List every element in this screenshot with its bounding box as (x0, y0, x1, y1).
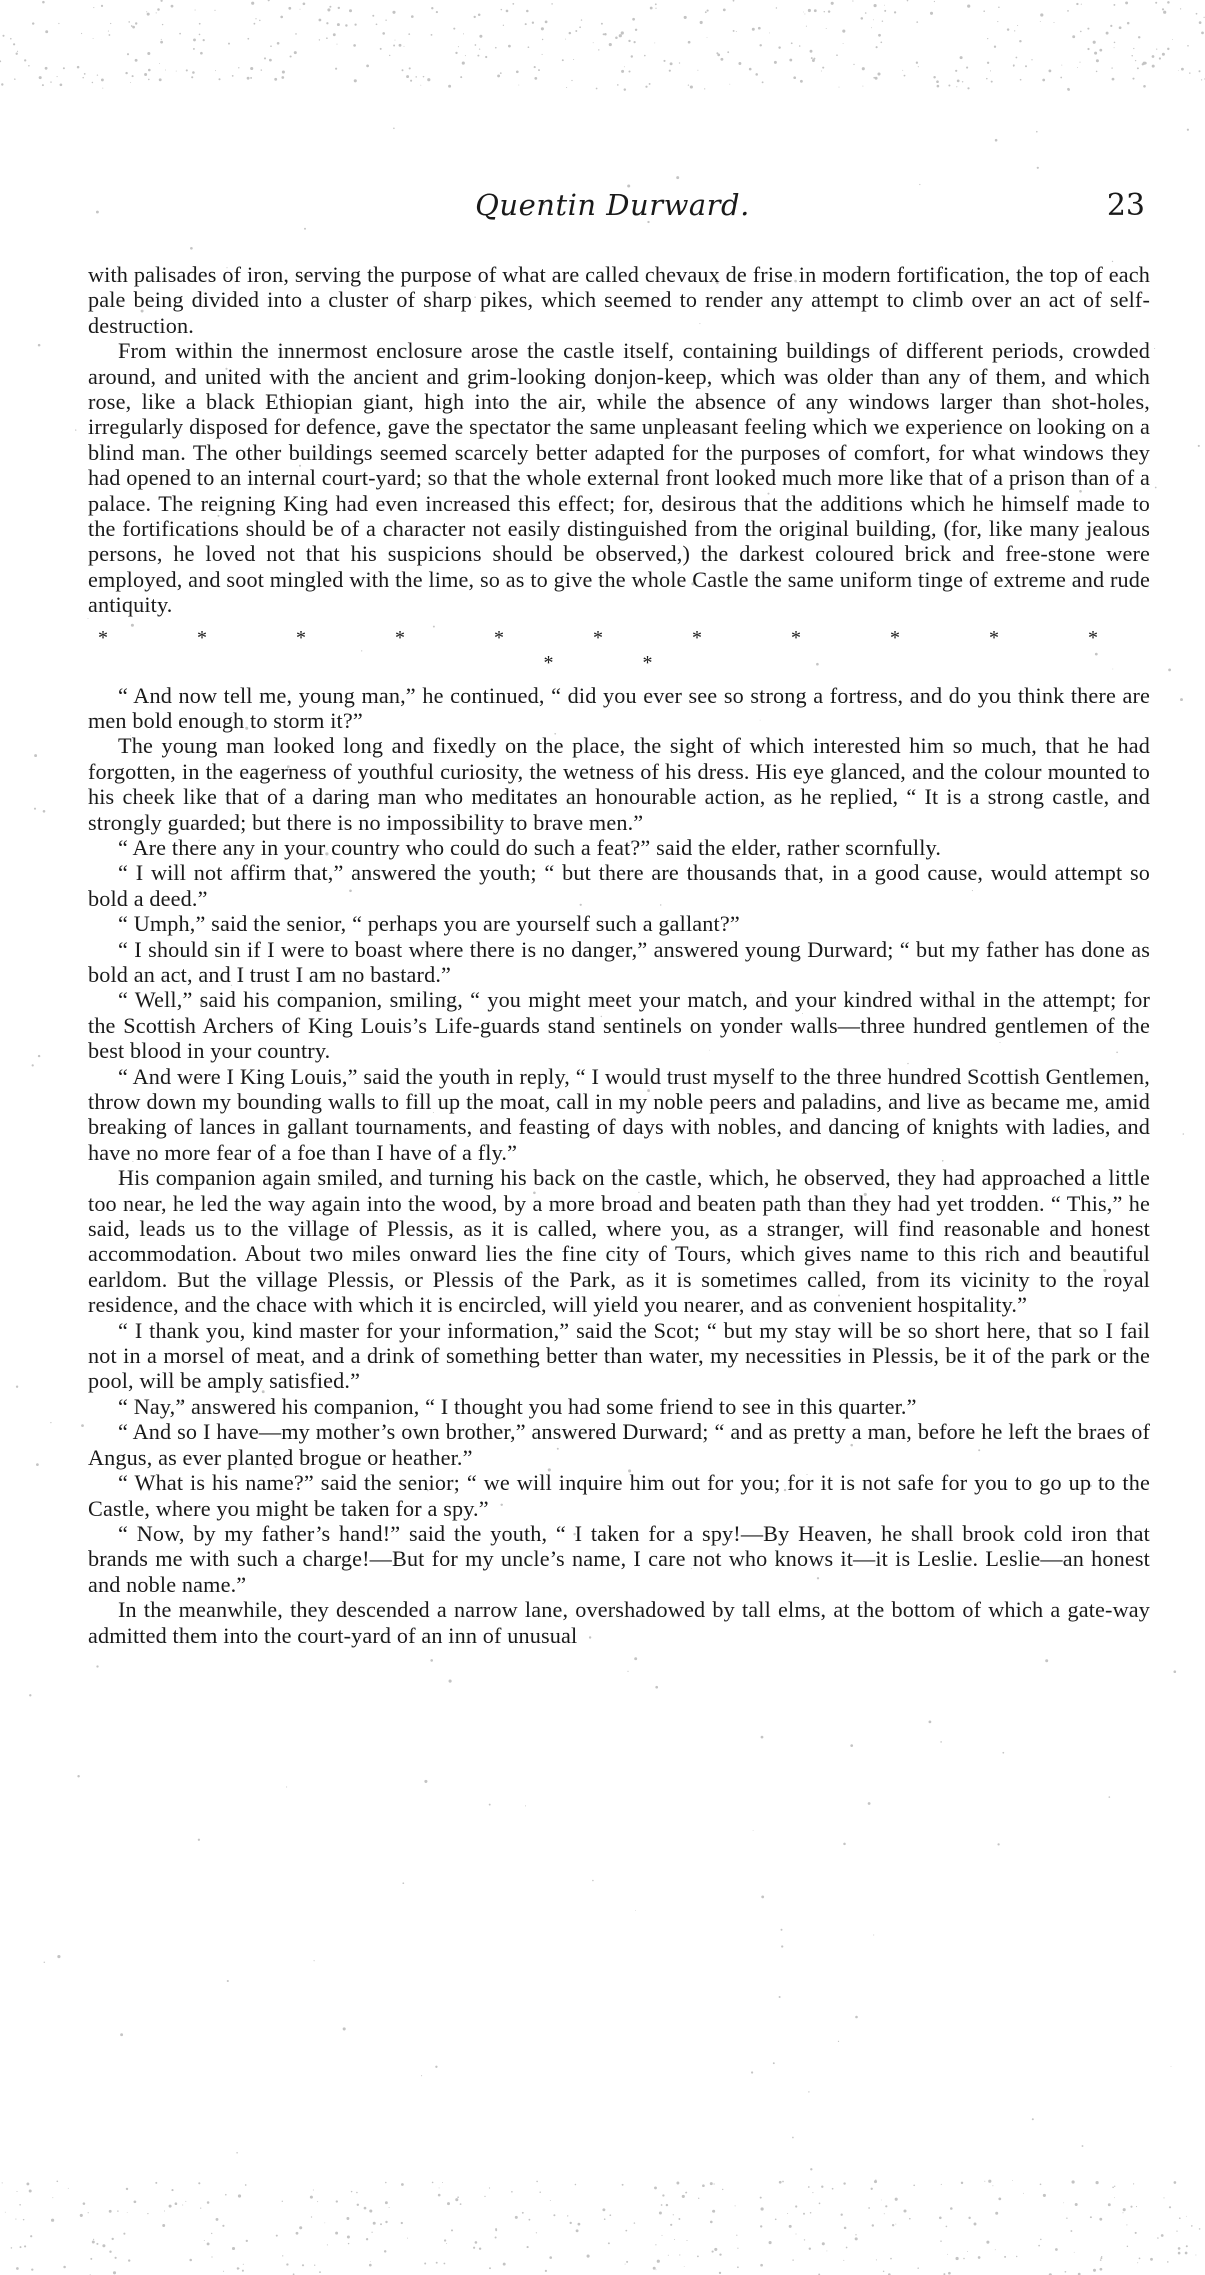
paragraph: “ Well,” said his companion, smiling, “ you might meet your match, and your kindred withal in the attempt; for the Scottish Archers of King Louis’s Life-guards stand sentinels on yonder walls—three hundred gentlemen of the best blood in your country. (88, 987, 1150, 1064)
paragraph: “ And so I have—my mother’s own brother,” answered Durward; “ and as pretty a man, before he left the braes of Angus, as ever planted brogue or heather.” (88, 1419, 1150, 1470)
paragraph: “ I should sin if I were to boast where there is no danger,” answered young Durward; “ but my father has done as bold an act, and I trust I am no bastard.” (88, 936, 1150, 987)
paragraph: “ Umph,” said the senior, “ perhaps you are yourself such a gallant?” (118, 911, 740, 937)
page-header (80, 188, 1145, 238)
paragraph: “ And were I King Louis,” said the youth in reply, “ I would trust myself to the three hundred Scottish Gentlemen, throw down my bounding walls to fill up the moat, call in my noble peers and paladins, and live as became me, amid breaking of lances in gallant tournaments, and feasting of days with nobles, and dancing of knights with ladies, and have no more fear of a foe than I have of a fly.” (88, 1063, 1150, 1165)
paragraph: “ Now, by my father’s hand!” said the youth, “ I taken for a spy!—By Heaven, he shall brook cold iron that brands me with such a charge!—But for my uncle’s name, I care not who knows it—it is Leslie. Leslie—an honest and noble name.” (88, 1520, 1150, 1597)
page-body (88, 262, 1150, 1648)
paragraph: “ Are there any in your country who could do such a feat?” said the elder, rather scornfully. (118, 834, 942, 860)
paragraph: “ Nay,” answered his companion, “ I thought you had some friend to see in this quarter.” (118, 1393, 917, 1419)
paragraph: The young man looked long and fixedly on the place, the sight of which interested him so much, that he had forgotten, in the eagerness of youthful curiosity, the wetness of his dress. His eye glanced, and the colour mounted to his cheek like that of a daring man who meditates an honourable action, as he replied, “ It is a strong castle, and strongly guarded; but there is no impossibility to brave men.” (88, 733, 1150, 835)
paragraph: “ What is his name?” said the senior; “ we will inquire him out for you; for it is not safe for you to go up to the Castle, where you might be taken for a spy.” (88, 1470, 1150, 1521)
section-break: * * * * * * * * * * * * * (98, 626, 1140, 675)
paragraph: “ And now tell me, young man,” he continued, “ did you ever see so strong a fortress, and do you think there are men bold enough to storm it?” (88, 682, 1150, 733)
paragraph: “ I thank you, kind master for your information,” said the Scot; “ but my stay will be so short here, that so I fail not in a morsel of meat, and a drink of something better than water, my necessities in Plessis, be it of the park or the pool, will be amply satisfied.” (88, 1317, 1150, 1394)
paragraph: In the meanwhile, they descended a narrow lane, overshadowed by tall elms, at the bottom of which a gate-way admitted them into the court-yard of an inn of unusual (88, 1597, 1150, 1648)
paragraph: His companion again smiled, and turning his back on the castle, which, he observed, they had approached a little too near, he led the way again into the wood, by a more broad and beaten path than they had yet trodden. “ This,” he said, leads us to the village of Plessis, as it is called, where you, as a stranger, will find reasonable and honest accommodation. About two miles onward lies the fine city of Tours, which gives name to this rich and beautiful earldom. But the village Plessis, or Plessis of the Park, as it is sometimes called, from its vicinity to the royal residence, and the chace with which it is encircled, will yield you nearer, and as convenient hospitality.” (88, 1165, 1150, 1318)
paragraph: “ I will not affirm that,” answered the youth; “ but there are thousands that, in a good cause, would attempt so bold a deed.” (88, 860, 1150, 911)
page-number: 23 (1106, 188, 1145, 223)
paragraph: From within the innermost enclosure arose the castle itself, containing buildings of different periods, crowded around, and united with the ancient and grim-looking donjon-keep, which was older than any of them, and which rose, like a black Ethiopian giant, high into the air, while the absence of any windows larger than shot-holes, irregularly disposed for defence, gave the spectator the same unpleasant feeling which we experience on looking on a blind man. The other buildings seemed scarcely better adapted for the purposes of comfort, for what windows they had opened to an internal court-yard; so that the whole external front looked much more like that of a prison than of a palace. The reigning King had even increased this effect; for, desirous that the additions which he himself made to the fortifications should be of a character not easily distinguished from the original building, (for, like many jealous persons, he loved not that his suspicions should be observed,) the darkest coloured brick and free-stone were employed, and soot mingled with the lime, so as to give the whole Castle the same uniform tinge of extreme and rude antiquity. (88, 338, 1150, 618)
paragraph: with palisades of iron, serving the purpose of what are called chevaux de frise in modern fortification, the top of each pale being divided into a cluster of sharp pikes, which seemed to render any attempt to climb over an act of self-destruction. (88, 262, 1150, 338)
running-title: Quentin Durward. (475, 188, 750, 222)
